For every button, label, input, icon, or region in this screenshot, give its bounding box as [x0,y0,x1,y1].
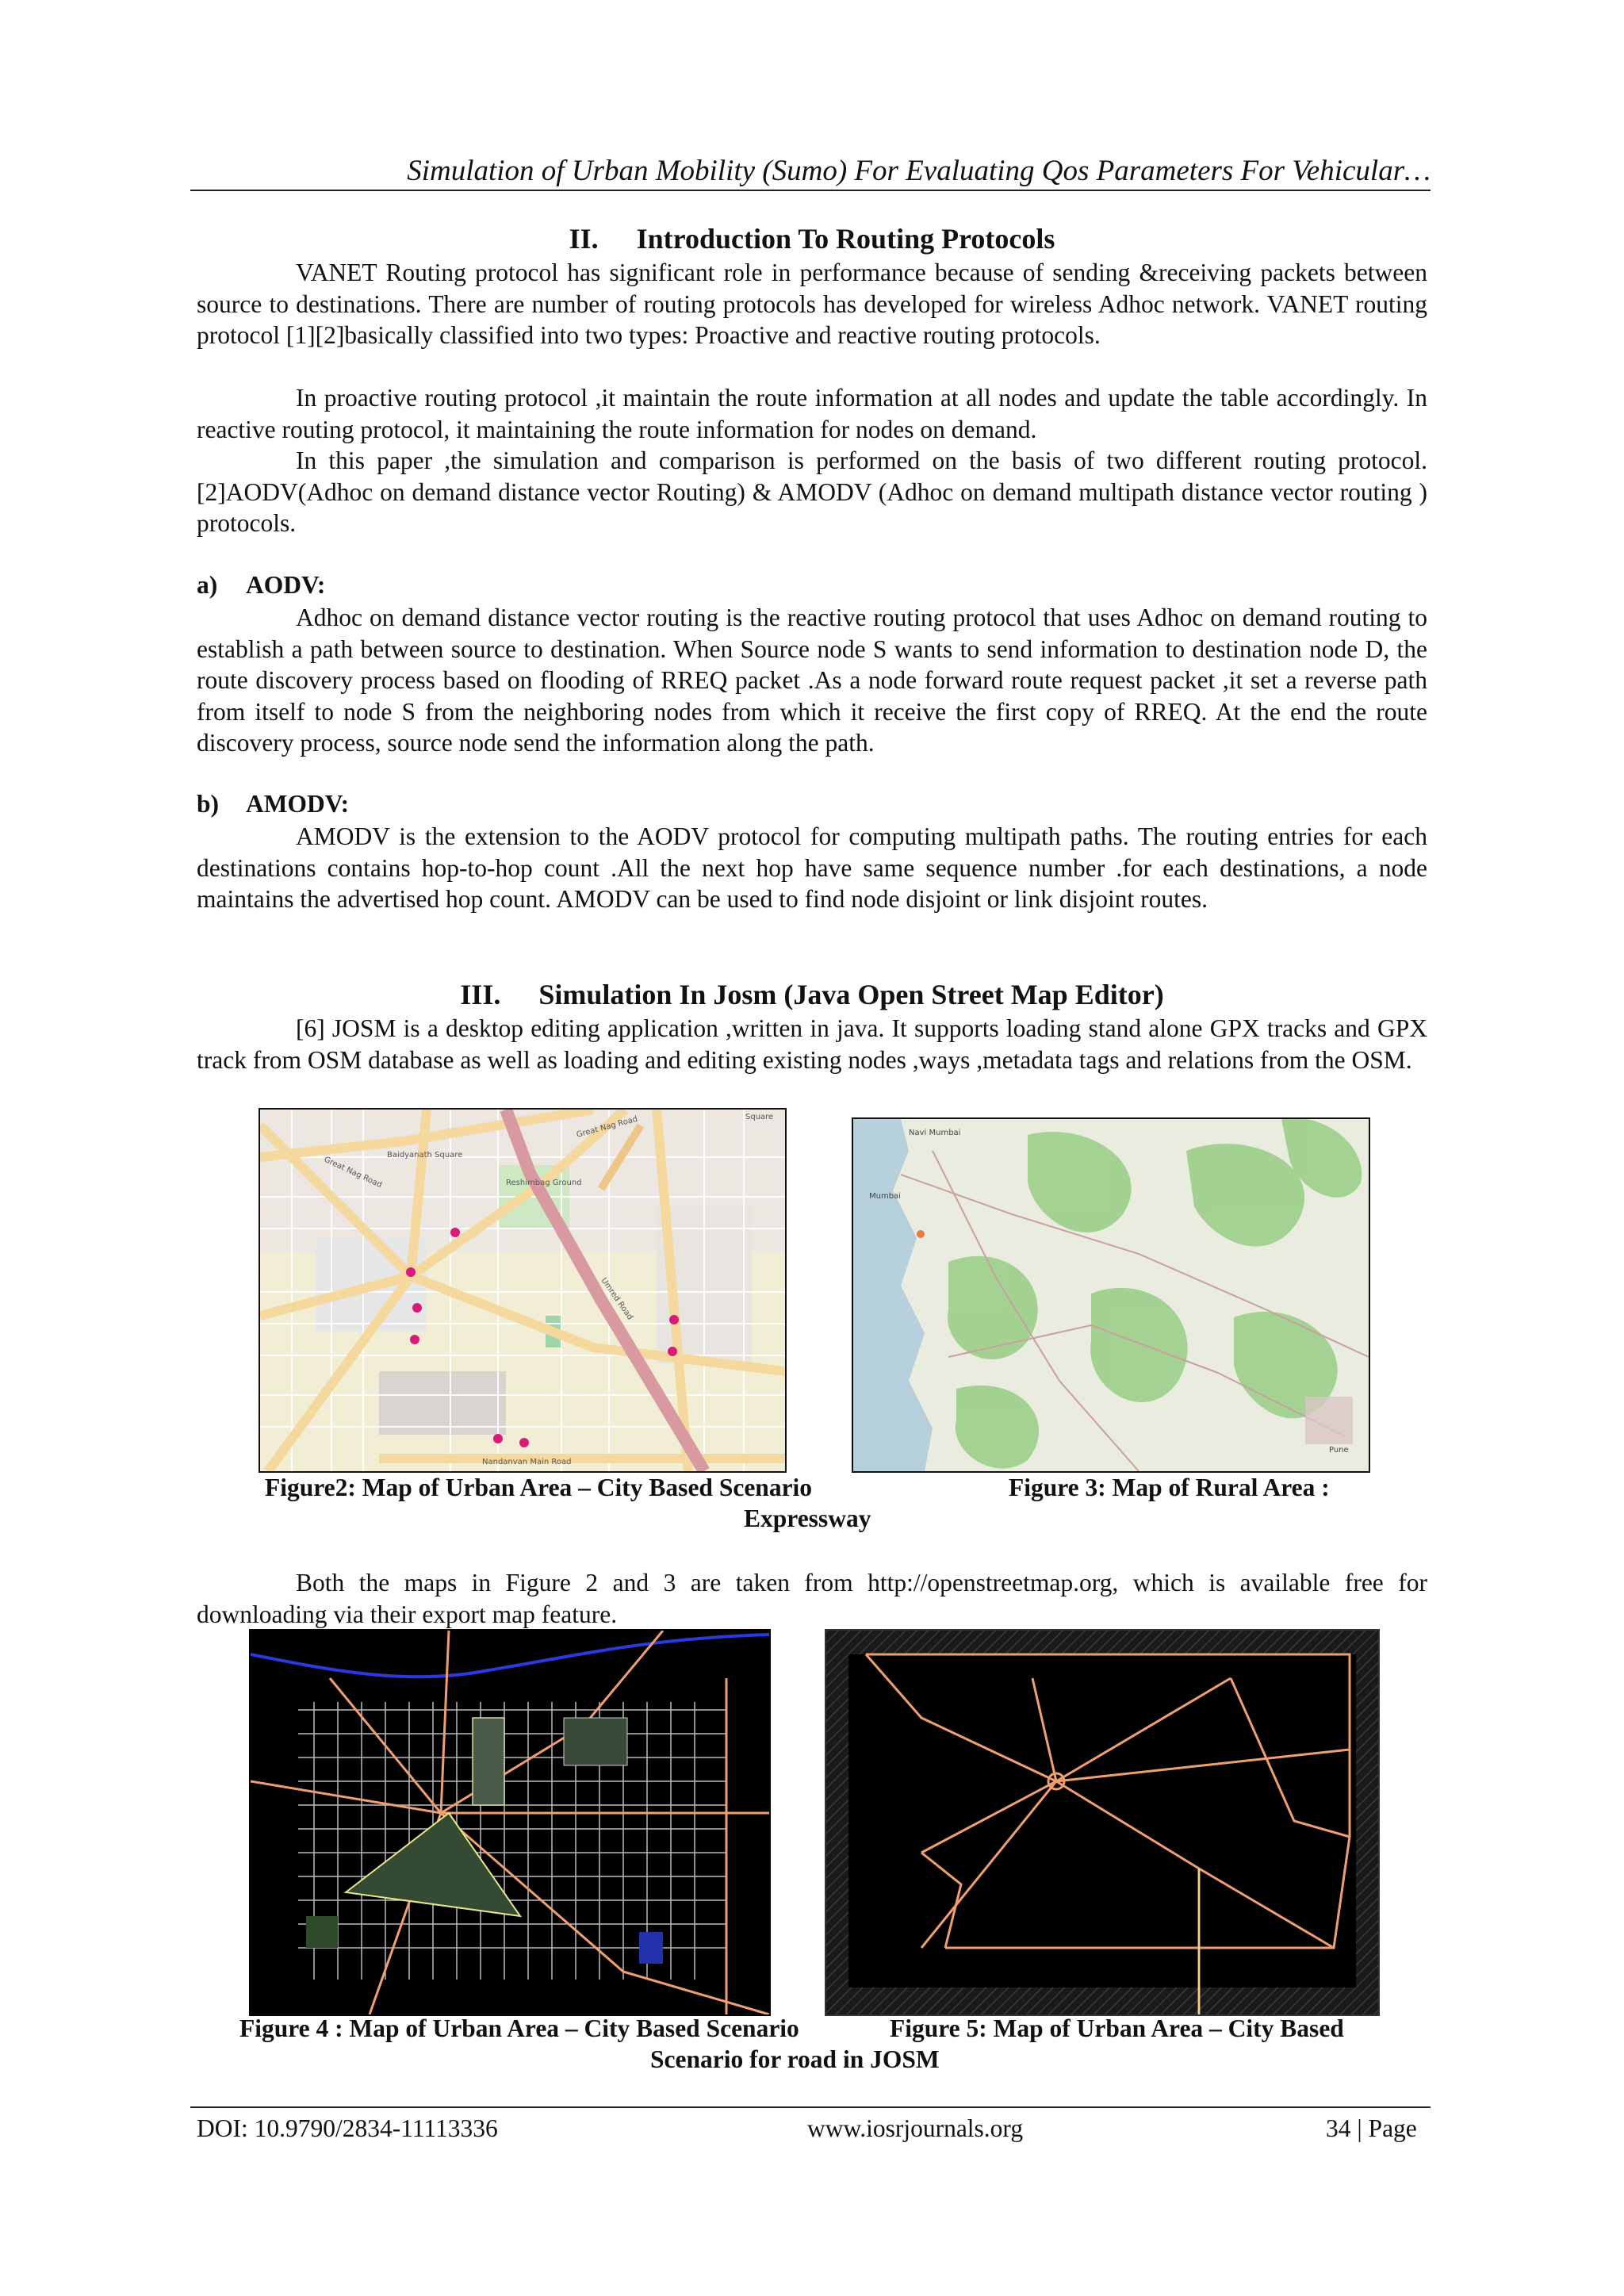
paragraph: Both the maps in Figure 2 and 3 are taken from http://openstreetmap.org, which is available free for downloading via their export map feature. [197,1569,1427,1628]
josm-dense-network-graphic [251,1631,769,2014]
figure-3-caption: Figure 3: Map of Rural Area : [1009,1474,1330,1501]
rural-osm-map-graphic [853,1119,1369,1471]
section-heading-3 [0,978,1624,1011]
map-label: Mumbai [869,1192,901,1201]
figure-4-josm-urban [249,1629,771,2016]
subsection-heading-amodv [197,790,349,818]
subsection-label: b) [197,790,220,818]
section-number: III. [460,979,501,1010]
map-label: Baidyanath Square [387,1151,463,1159]
running-header: Simulation of Urban Mobility (Sumo) For Evaluating Qos Parameters For Vehicular… [407,155,1431,187]
subsection-label: a) [197,571,218,599]
josm-road-network-graphic [826,1631,1378,2014]
map-label: Square [745,1113,774,1121]
map-label: Great Nag Road [575,1114,639,1140]
section-heading-2 [0,222,1624,255]
map-label: Great Nag Road [322,1155,384,1190]
footer-page-number: 34 | Page [1326,2114,1417,2142]
section-title: Simulation In Josm (Java Open Street Map Editor) [538,979,1164,1010]
map-label: Navi Mumbai [909,1129,961,1137]
figure-5-caption-cont: Scenario for road in JOSM [650,2045,940,2073]
figure-4-caption: Figure 4 : Map of Urban Area – City Based Scenario [239,2014,799,2042]
footer-rule [190,2106,1431,2108]
section-title: Introduction To Routing Protocols [636,223,1055,255]
subsection-title: AODV: [246,571,326,599]
map-label: Reshimbag Ground [506,1179,582,1187]
subsection-heading-aodv [197,571,325,600]
figure-2-caption: Figure2: Map of Urban Area – City Based Scenario [265,1474,813,1501]
map-label: Pune [1329,1446,1349,1455]
header-rule [190,190,1431,191]
figure-3-caption-cont: Expressway [744,1504,871,1532]
figure-2-urban-map [259,1108,787,1473]
subsection-title: AMODV: [246,790,350,818]
urban-osm-map-graphic [260,1110,785,1471]
map-label: Nandanvan Main Road [482,1458,572,1466]
paragraph: AMODV is the extension to the AODV protocol for computing multipath paths. The routing entries for each destinations contains hop-to-hop count .All the next hop have same sequence number .for each destinations, a node maintains the advertised hop count. AMODV can be used to find node disjoint or link disjoint routes. [197,822,1427,913]
footer-doi: DOI: 10.9790/2834-11113336 [197,2114,498,2142]
paragraph: Adhoc on demand distance vector routing is the reactive routing protocol that uses Adhoc on demand routing to establish a path between source to destination. When Source node S wants to send information to destination node D, the route discovery process based on flooding of RREQ packet .As a node forward route request packet ,it set a reverse path from itself to node S from the neighboring nodes from which it receive the first copy of RREQ. At the end the route discovery process, source node send the information along the path. [197,604,1427,757]
figure-5-caption: Figure 5: Map of Urban Area – City Based [890,2014,1344,2042]
paragraph: VANET Routing protocol has significant role in performance because of sending &receiving packets between source to destinations. There are number of routing protocols has developed for wireless Adhoc network. VANET routing protocol [1][2]basically classified into two types: Proactive and reactive routing protocols. [197,259,1427,349]
paragraph: In this paper ,the simulation and comparison is performed on the basis of two different routing protocol. [2]AODV(Adhoc on demand distance vector Routing) & AMODV (Adhoc on demand multipath distance vector routing ) protocols. [197,447,1427,537]
figure-3-rural-map [852,1117,1370,1473]
figure-5-josm-road [825,1629,1380,2016]
paragraph: [6] JOSM is a desktop editing application ,written in java. It supports loading stand alone GPX tracks and GPX track from OSM database as well as loading and editing existing nodes ,ways ,metadata tags and relations from the OSM. [197,1014,1427,1074]
footer-website: www.iosrjournals.org [807,2114,1024,2142]
map-label: Umred Road [599,1276,634,1322]
paragraph: In proactive routing protocol ,it maintain the route information at all nodes and update the table accordingly. In reactive routing protocol, it maintaining the route information for nodes on demand. [197,384,1427,443]
section-number: II. [569,223,599,255]
